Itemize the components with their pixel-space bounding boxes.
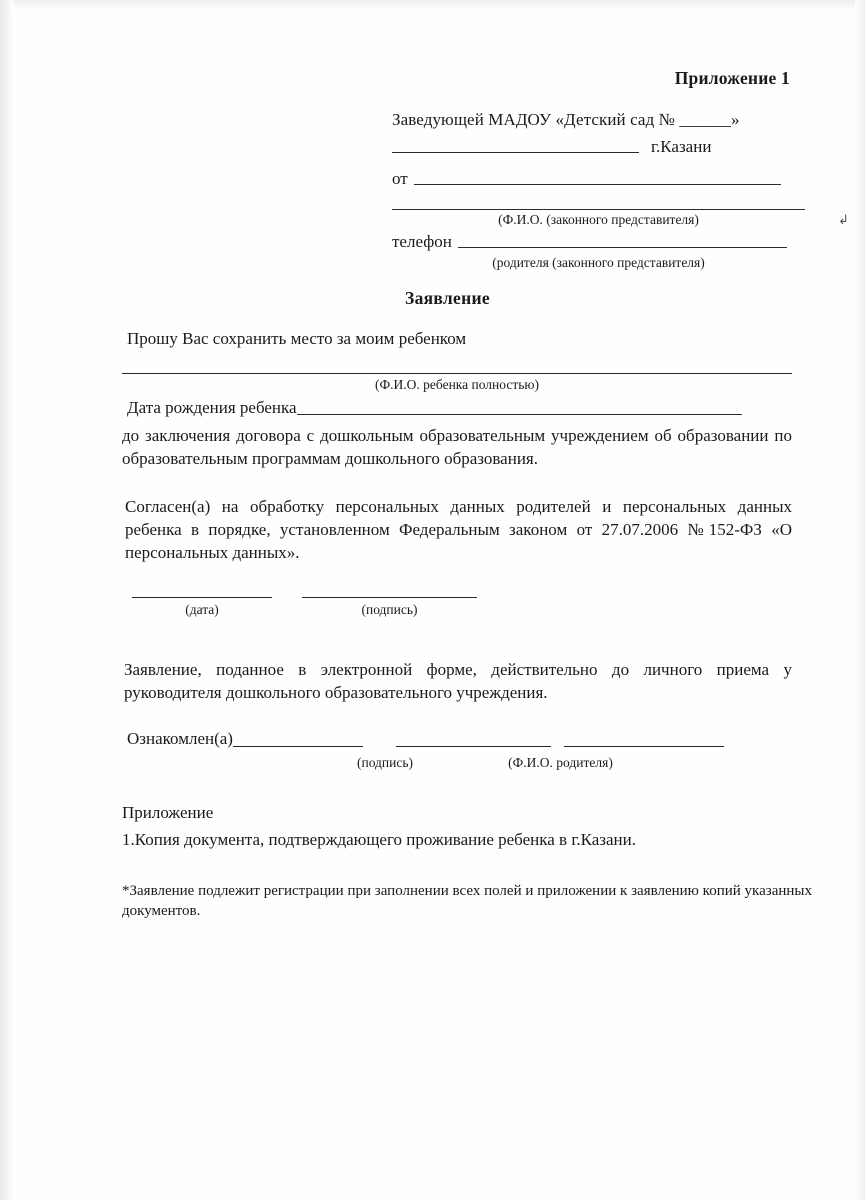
child-dob-row bbox=[122, 397, 792, 420]
representative-blank-line bbox=[392, 208, 805, 210]
acknowledge-row bbox=[122, 728, 792, 751]
caption-signature: (подпись) bbox=[361, 602, 418, 618]
phone-blank-line bbox=[458, 246, 787, 248]
acknowledge-blank-line-1 bbox=[233, 745, 363, 747]
signature-field bbox=[302, 596, 477, 619]
caption-date: (дата) bbox=[185, 602, 219, 618]
addressee-phone-row bbox=[392, 232, 812, 252]
caption-acknowledge-signature: (подпись) bbox=[356, 755, 414, 770]
acknowledge-label: Ознакомлен(а) bbox=[127, 729, 233, 749]
footnote-text: *Заявление подлежит регистрации при заполнении всех полей и приложении к заявлению копий указанных документов. bbox=[122, 883, 812, 920]
request-text: Прошу Вас сохранить место за моим ребенком bbox=[127, 329, 467, 348]
attachment-title: Приложение bbox=[122, 802, 214, 822]
attachment-block bbox=[122, 802, 792, 851]
caption-child-fio: (Ф.И.О. ребенка полностью) bbox=[374, 376, 539, 392]
page-title: Заявление bbox=[405, 288, 490, 308]
document-body bbox=[122, 328, 812, 922]
addressee-institution: Заведующей МАДОУ «Детский сад № ______» bbox=[392, 110, 740, 129]
addressee-city-row bbox=[392, 137, 812, 157]
addressee-block bbox=[392, 110, 812, 271]
date-signature-row bbox=[122, 596, 792, 619]
child-fio-blank-line bbox=[122, 373, 792, 374]
caption-parent-representative: (родителя (законного представителя) bbox=[492, 255, 705, 270]
child-dob-label: Дата рождения ребенка bbox=[127, 397, 297, 417]
appendix-number: Приложение 1 bbox=[674, 68, 790, 88]
consent-text: Согласен(а) на обработку персональных данных родителей и персональных данных ребенка в порядке, установленном Федеральным законом от 27.07.2006 №152-ФЗ «О персональных данных». bbox=[125, 497, 792, 562]
from-label: от bbox=[392, 169, 408, 188]
until-contract-text: до заключения договора с дошкольным образовательным учреждением об образовании по образовательным программам дошкольного образования. bbox=[122, 426, 792, 468]
date-blank-line bbox=[132, 596, 272, 598]
electronic-note-text: Заявление, поданное в электронной форме, действительно до личного приема у руководителя дошкольного образовательного учреждения. bbox=[124, 660, 792, 702]
addressee-blank-line-1 bbox=[392, 151, 639, 153]
date-field bbox=[132, 596, 272, 619]
attachment-item-1: 1.Копия документа, подтверждающего проживание ребенка в г.Казани. bbox=[122, 829, 636, 849]
caption-acknowledge-parent-fio: (Ф.И.О. родителя) bbox=[508, 755, 613, 770]
signature-blank-line bbox=[302, 596, 477, 598]
child-dob-blank-line bbox=[297, 413, 742, 415]
acknowledge-fio-line bbox=[564, 745, 724, 747]
caption-representative-fio: (Ф.И.О. (законного представителя) bbox=[498, 212, 699, 227]
from-blank-line bbox=[414, 183, 781, 185]
acknowledge-signature-line bbox=[396, 745, 551, 747]
acknowledge-captions bbox=[122, 754, 792, 772]
addressee-from-row bbox=[392, 169, 812, 189]
addressee-city: г.Казани bbox=[651, 137, 712, 156]
phone-label: телефон bbox=[392, 232, 452, 251]
scan-artifact-mark: ↲ bbox=[838, 212, 849, 227]
